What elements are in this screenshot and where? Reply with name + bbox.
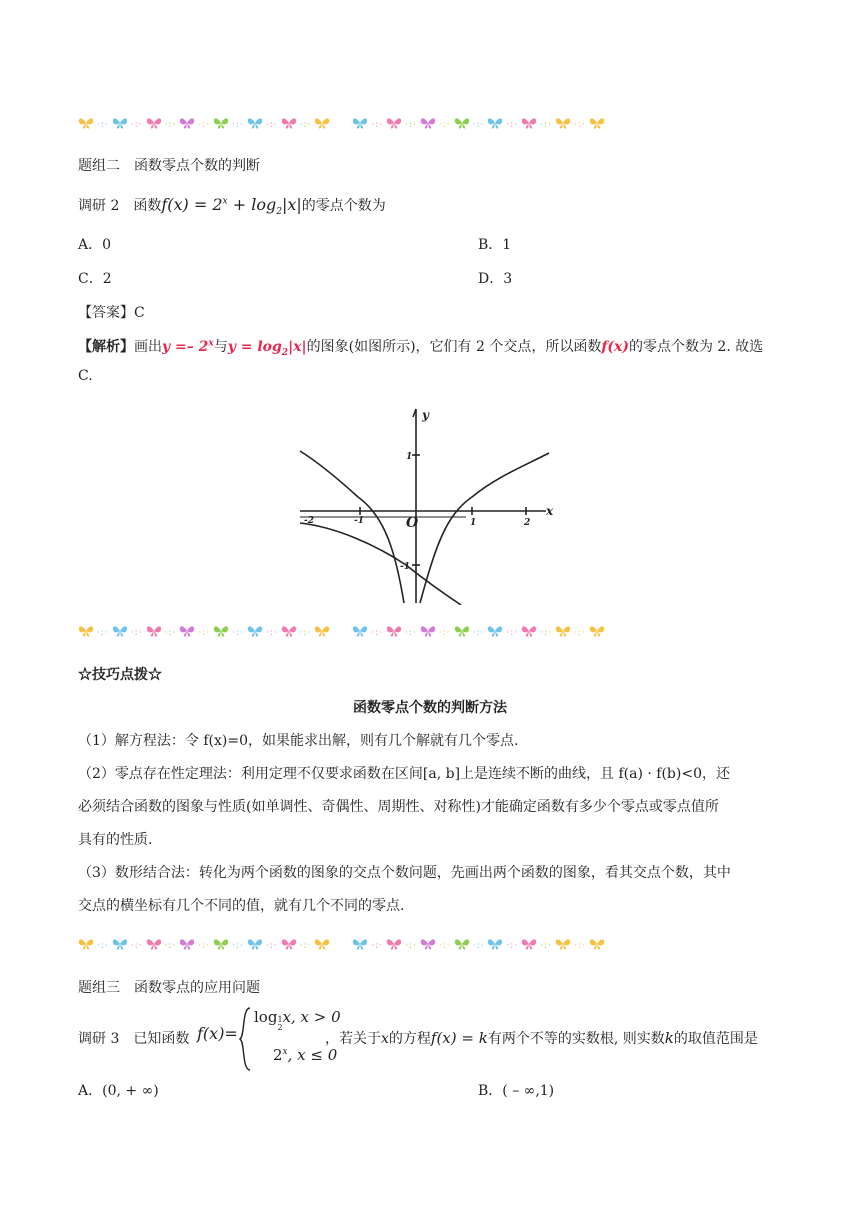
dot-icon: ·:· bbox=[472, 120, 485, 130]
problem-3-text: 的取值范围是 bbox=[673, 1031, 758, 1047]
curve-log-right bbox=[420, 453, 549, 603]
formula-subscript: 2 bbox=[276, 207, 282, 218]
butterfly-icon bbox=[281, 624, 297, 638]
tip-3b: 交点的横坐标有几个不同的值，就有几个不同的零点. bbox=[78, 898, 405, 914]
butterfly-icon bbox=[213, 937, 229, 951]
problem-3-text: 有两个不等的实数根, 则实数 bbox=[487, 1031, 665, 1047]
butterfly-icon bbox=[213, 116, 229, 130]
dot-icon: ·:· bbox=[371, 120, 384, 130]
tip-2a: （2）零点存在性定理法：利用定理不仅要求函数在区间[a, b]上是连续不断的曲线，且 f(a) · f(b)<0，还 bbox=[78, 766, 730, 782]
butterfly-icon bbox=[179, 624, 195, 638]
dot-icon: ·:· bbox=[198, 120, 211, 130]
problem-3-text: ，若关于 bbox=[325, 1031, 381, 1047]
butterfly-icon bbox=[78, 937, 94, 951]
dot-icon: ·:· bbox=[265, 628, 278, 638]
option-label: A． bbox=[78, 1083, 103, 1099]
tick-label-x-m2: -2 bbox=[304, 516, 314, 526]
case-2-exp: x bbox=[282, 1047, 288, 1057]
butterfly-icon bbox=[146, 624, 162, 638]
option-value: 0 bbox=[102, 237, 112, 253]
section-title: 题组二 函数零点个数的判断 bbox=[78, 158, 260, 174]
tick-label-x-m1: -1 bbox=[354, 516, 364, 526]
butterfly-icon bbox=[112, 116, 128, 130]
butterfly-icon bbox=[555, 937, 571, 951]
butterfly-icon bbox=[589, 116, 605, 130]
decorative-divider-top bbox=[78, 112, 773, 134]
butterfly-icon bbox=[521, 624, 537, 638]
dot-icon: ·:· bbox=[371, 628, 384, 638]
dot-icon: ·:· bbox=[265, 941, 278, 951]
dot-icon: ·:· bbox=[405, 628, 417, 638]
butterfly-icon bbox=[386, 624, 402, 638]
problem-statement bbox=[78, 195, 386, 217]
butterfly-icon bbox=[247, 624, 263, 638]
butterfly-icon bbox=[314, 937, 330, 951]
case-1-log: log bbox=[254, 1008, 278, 1026]
analysis-text: 的图象(如图所示)，它们有 2 个交点，所以函数 bbox=[306, 339, 602, 355]
dot-icon: ·:· bbox=[198, 941, 211, 951]
tick-label-y-m1: -1 bbox=[400, 562, 410, 572]
butterfly-icon bbox=[487, 937, 503, 951]
butterfly-icon bbox=[521, 116, 537, 130]
option-label: B． bbox=[478, 237, 503, 253]
butterfly-icon bbox=[352, 624, 368, 638]
dot-icon: ·:· bbox=[299, 941, 312, 951]
butterfly-icon bbox=[314, 116, 330, 130]
tips-header: ☆技巧点拨☆ bbox=[78, 667, 162, 683]
dot-icon: ·:· bbox=[97, 120, 109, 130]
butterfly-icon bbox=[78, 624, 94, 638]
dot-icon: ·:· bbox=[97, 628, 109, 638]
option-value: 1 bbox=[502, 237, 512, 253]
option-d[interactable] bbox=[478, 268, 512, 288]
option-value: ( – ∞,1) bbox=[502, 1083, 555, 1099]
dot-icon: ·:· bbox=[265, 120, 278, 130]
dot-icon: ·:· bbox=[506, 628, 519, 638]
dot-icon: ·:· bbox=[299, 120, 312, 130]
butterfly-icon bbox=[487, 624, 503, 638]
dot-icon: ·:· bbox=[130, 941, 143, 951]
option-label: B． bbox=[478, 1083, 503, 1099]
butterfly-icon bbox=[555, 116, 571, 130]
analysis-formula-3: f(x) bbox=[601, 339, 629, 355]
dot-icon: ·:· bbox=[164, 628, 177, 638]
tip-2c: 具有的性质. bbox=[78, 832, 153, 848]
dot-icon: ·:· bbox=[130, 628, 143, 638]
function-graph bbox=[296, 405, 561, 605]
tick-label-y-1: 1 bbox=[406, 452, 413, 462]
butterfly-icon bbox=[386, 937, 402, 951]
butterfly-icon bbox=[420, 116, 436, 130]
option-c[interactable] bbox=[78, 268, 112, 288]
analysis-text: 与 bbox=[213, 339, 228, 355]
butterfly-icon bbox=[521, 937, 537, 951]
formula-main: f(x) = 2 bbox=[161, 195, 223, 214]
tick-label-x-1: 1 bbox=[470, 518, 477, 528]
formula-rest: + log bbox=[227, 195, 277, 214]
dot-icon: ·:· bbox=[573, 120, 586, 130]
problem-3-text: 的方程 bbox=[388, 1031, 431, 1047]
case-2-tail: , x ≤ 0 bbox=[287, 1046, 338, 1064]
piecewise-case-2 bbox=[273, 1046, 337, 1064]
butterfly-icon bbox=[352, 116, 368, 130]
butterfly-icon bbox=[314, 624, 330, 638]
butterfly-icon bbox=[247, 116, 263, 130]
butterfly-icon bbox=[112, 624, 128, 638]
origin-label: O bbox=[406, 515, 419, 531]
option-3b[interactable] bbox=[478, 1080, 554, 1100]
answer-line bbox=[78, 302, 145, 322]
answer-label: 【答案】 bbox=[78, 305, 134, 321]
equation: f(x) = k bbox=[430, 1029, 488, 1047]
butterfly-icon bbox=[589, 937, 605, 951]
butterfly-icon bbox=[281, 116, 297, 130]
butterfly-icon bbox=[213, 624, 229, 638]
butterfly-icon bbox=[420, 624, 436, 638]
option-b[interactable] bbox=[478, 234, 511, 254]
dot-icon: ·:· bbox=[371, 941, 384, 951]
analysis-formula-2: y = log bbox=[227, 339, 282, 355]
butterfly-icon bbox=[112, 937, 128, 951]
dot-icon: ·:· bbox=[405, 941, 417, 951]
dot-icon: ·:· bbox=[540, 628, 552, 638]
var-x: x bbox=[381, 1031, 389, 1047]
analysis-label: 【解析】 bbox=[78, 339, 134, 355]
option-value: (0, + ∞) bbox=[102, 1083, 159, 1099]
butterfly-icon bbox=[555, 624, 571, 638]
case-1-sub-den: 2 bbox=[277, 1023, 283, 1032]
dot-icon: ·:· bbox=[198, 628, 211, 638]
butterfly-icon bbox=[146, 116, 162, 130]
dot-icon: ·:· bbox=[472, 941, 485, 951]
section-title-3: 题组三 函数零点的应用问题 bbox=[78, 980, 260, 996]
decorative-divider-middle bbox=[78, 620, 773, 642]
dot-icon: ·:· bbox=[506, 120, 519, 130]
butterfly-icon bbox=[78, 116, 94, 130]
analysis-line bbox=[78, 336, 763, 358]
case-1-sub-num: 1 bbox=[277, 1015, 283, 1024]
dot-icon: ·:· bbox=[438, 628, 451, 638]
tips-title: 函数零点个数的判断方法 bbox=[353, 700, 507, 716]
option-label: C． bbox=[78, 271, 103, 287]
brace-icon bbox=[238, 1006, 252, 1072]
problem-label: 调研 3 已知函数 bbox=[78, 1031, 190, 1047]
case-1-tail: x, x > 0 bbox=[282, 1008, 341, 1026]
butterfly-icon bbox=[247, 937, 263, 951]
butterfly-icon bbox=[487, 116, 503, 130]
butterfly-icon bbox=[352, 937, 368, 951]
formula-abs: |x| bbox=[281, 195, 302, 214]
dot-icon: ·:· bbox=[232, 628, 244, 638]
option-3a[interactable] bbox=[78, 1080, 159, 1100]
option-value: 2 bbox=[102, 271, 112, 287]
curve-neg-exp bbox=[300, 523, 461, 605]
decorative-divider-bottom bbox=[78, 933, 773, 955]
butterfly-icon bbox=[589, 624, 605, 638]
problem-3-statement bbox=[78, 1028, 189, 1048]
dot-icon: ·:· bbox=[164, 120, 177, 130]
dot-icon: ·:· bbox=[438, 941, 451, 951]
dot-icon: ·:· bbox=[573, 628, 586, 638]
option-label: A． bbox=[78, 237, 103, 253]
tick-label-x-2: 2 bbox=[524, 518, 531, 528]
analysis-line-2: C. bbox=[78, 368, 93, 384]
butterfly-icon bbox=[420, 937, 436, 951]
dot-icon: ·:· bbox=[438, 120, 451, 130]
dot-icon: ·:· bbox=[232, 120, 244, 130]
dot-icon: ·:· bbox=[540, 941, 552, 951]
dot-icon: ·:· bbox=[299, 628, 312, 638]
dot-icon: ·:· bbox=[405, 120, 417, 130]
option-a[interactable] bbox=[78, 234, 111, 254]
tip-1: （1）解方程法：令 f(x)=0，如果能求出解，则有几个解就有几个零点. bbox=[78, 733, 519, 749]
butterfly-icon bbox=[179, 937, 195, 951]
butterfly-icon bbox=[281, 937, 297, 951]
piecewise-fx: f(x)= bbox=[197, 1024, 238, 1043]
option-value: 3 bbox=[503, 271, 513, 287]
butterfly-icon bbox=[386, 116, 402, 130]
butterfly-icon bbox=[146, 937, 162, 951]
analysis-text: 画出 bbox=[134, 339, 162, 355]
butterfly-icon bbox=[179, 116, 195, 130]
answer-value: C bbox=[134, 305, 145, 321]
option-label: D． bbox=[478, 271, 504, 287]
tip-3a: （3）数形结合法：转化为两个函数的图象的交点个数问题，先画出两个函数的图象，看其交点个数，其中 bbox=[78, 865, 731, 881]
dot-icon: ·:· bbox=[232, 941, 244, 951]
problem-3-tail bbox=[325, 1028, 758, 1048]
butterfly-icon bbox=[454, 624, 470, 638]
formula-exponent: x bbox=[222, 196, 228, 207]
tip-2b: 必须结合函数的图象与性质(如单调性、奇偶性、周期性、对称性)才能确定函数有多少个零点或零点值所 bbox=[78, 799, 719, 815]
problem-tail: 的零点个数为 bbox=[301, 198, 386, 214]
x-axis-label: x bbox=[546, 504, 554, 518]
analysis-formula-1: y =– 2 bbox=[162, 339, 209, 355]
curve-log-left bbox=[300, 451, 404, 603]
dot-icon: ·:· bbox=[97, 941, 109, 951]
butterfly-icon bbox=[454, 937, 470, 951]
case-2-base: 2 bbox=[273, 1046, 283, 1064]
var-k: k bbox=[664, 1029, 674, 1047]
dot-icon: ·:· bbox=[540, 120, 552, 130]
y-axis-label: y bbox=[422, 408, 429, 422]
analysis-formula-2-abs: |x| bbox=[288, 339, 307, 355]
analysis-formula-1-exp: x bbox=[208, 338, 214, 349]
dot-icon: ·:· bbox=[130, 120, 143, 130]
dot-icon: ·:· bbox=[573, 941, 586, 951]
analysis-formula-2-sub: 2 bbox=[281, 347, 289, 358]
analysis-text: 的零点个数为 2. 故选 bbox=[628, 339, 764, 355]
dot-icon: ·:· bbox=[506, 941, 519, 951]
butterfly-icon bbox=[454, 116, 470, 130]
problem-label: 调研 2 函数 bbox=[78, 198, 162, 214]
dot-icon: ·:· bbox=[472, 628, 485, 638]
dot-icon: ·:· bbox=[164, 941, 177, 951]
